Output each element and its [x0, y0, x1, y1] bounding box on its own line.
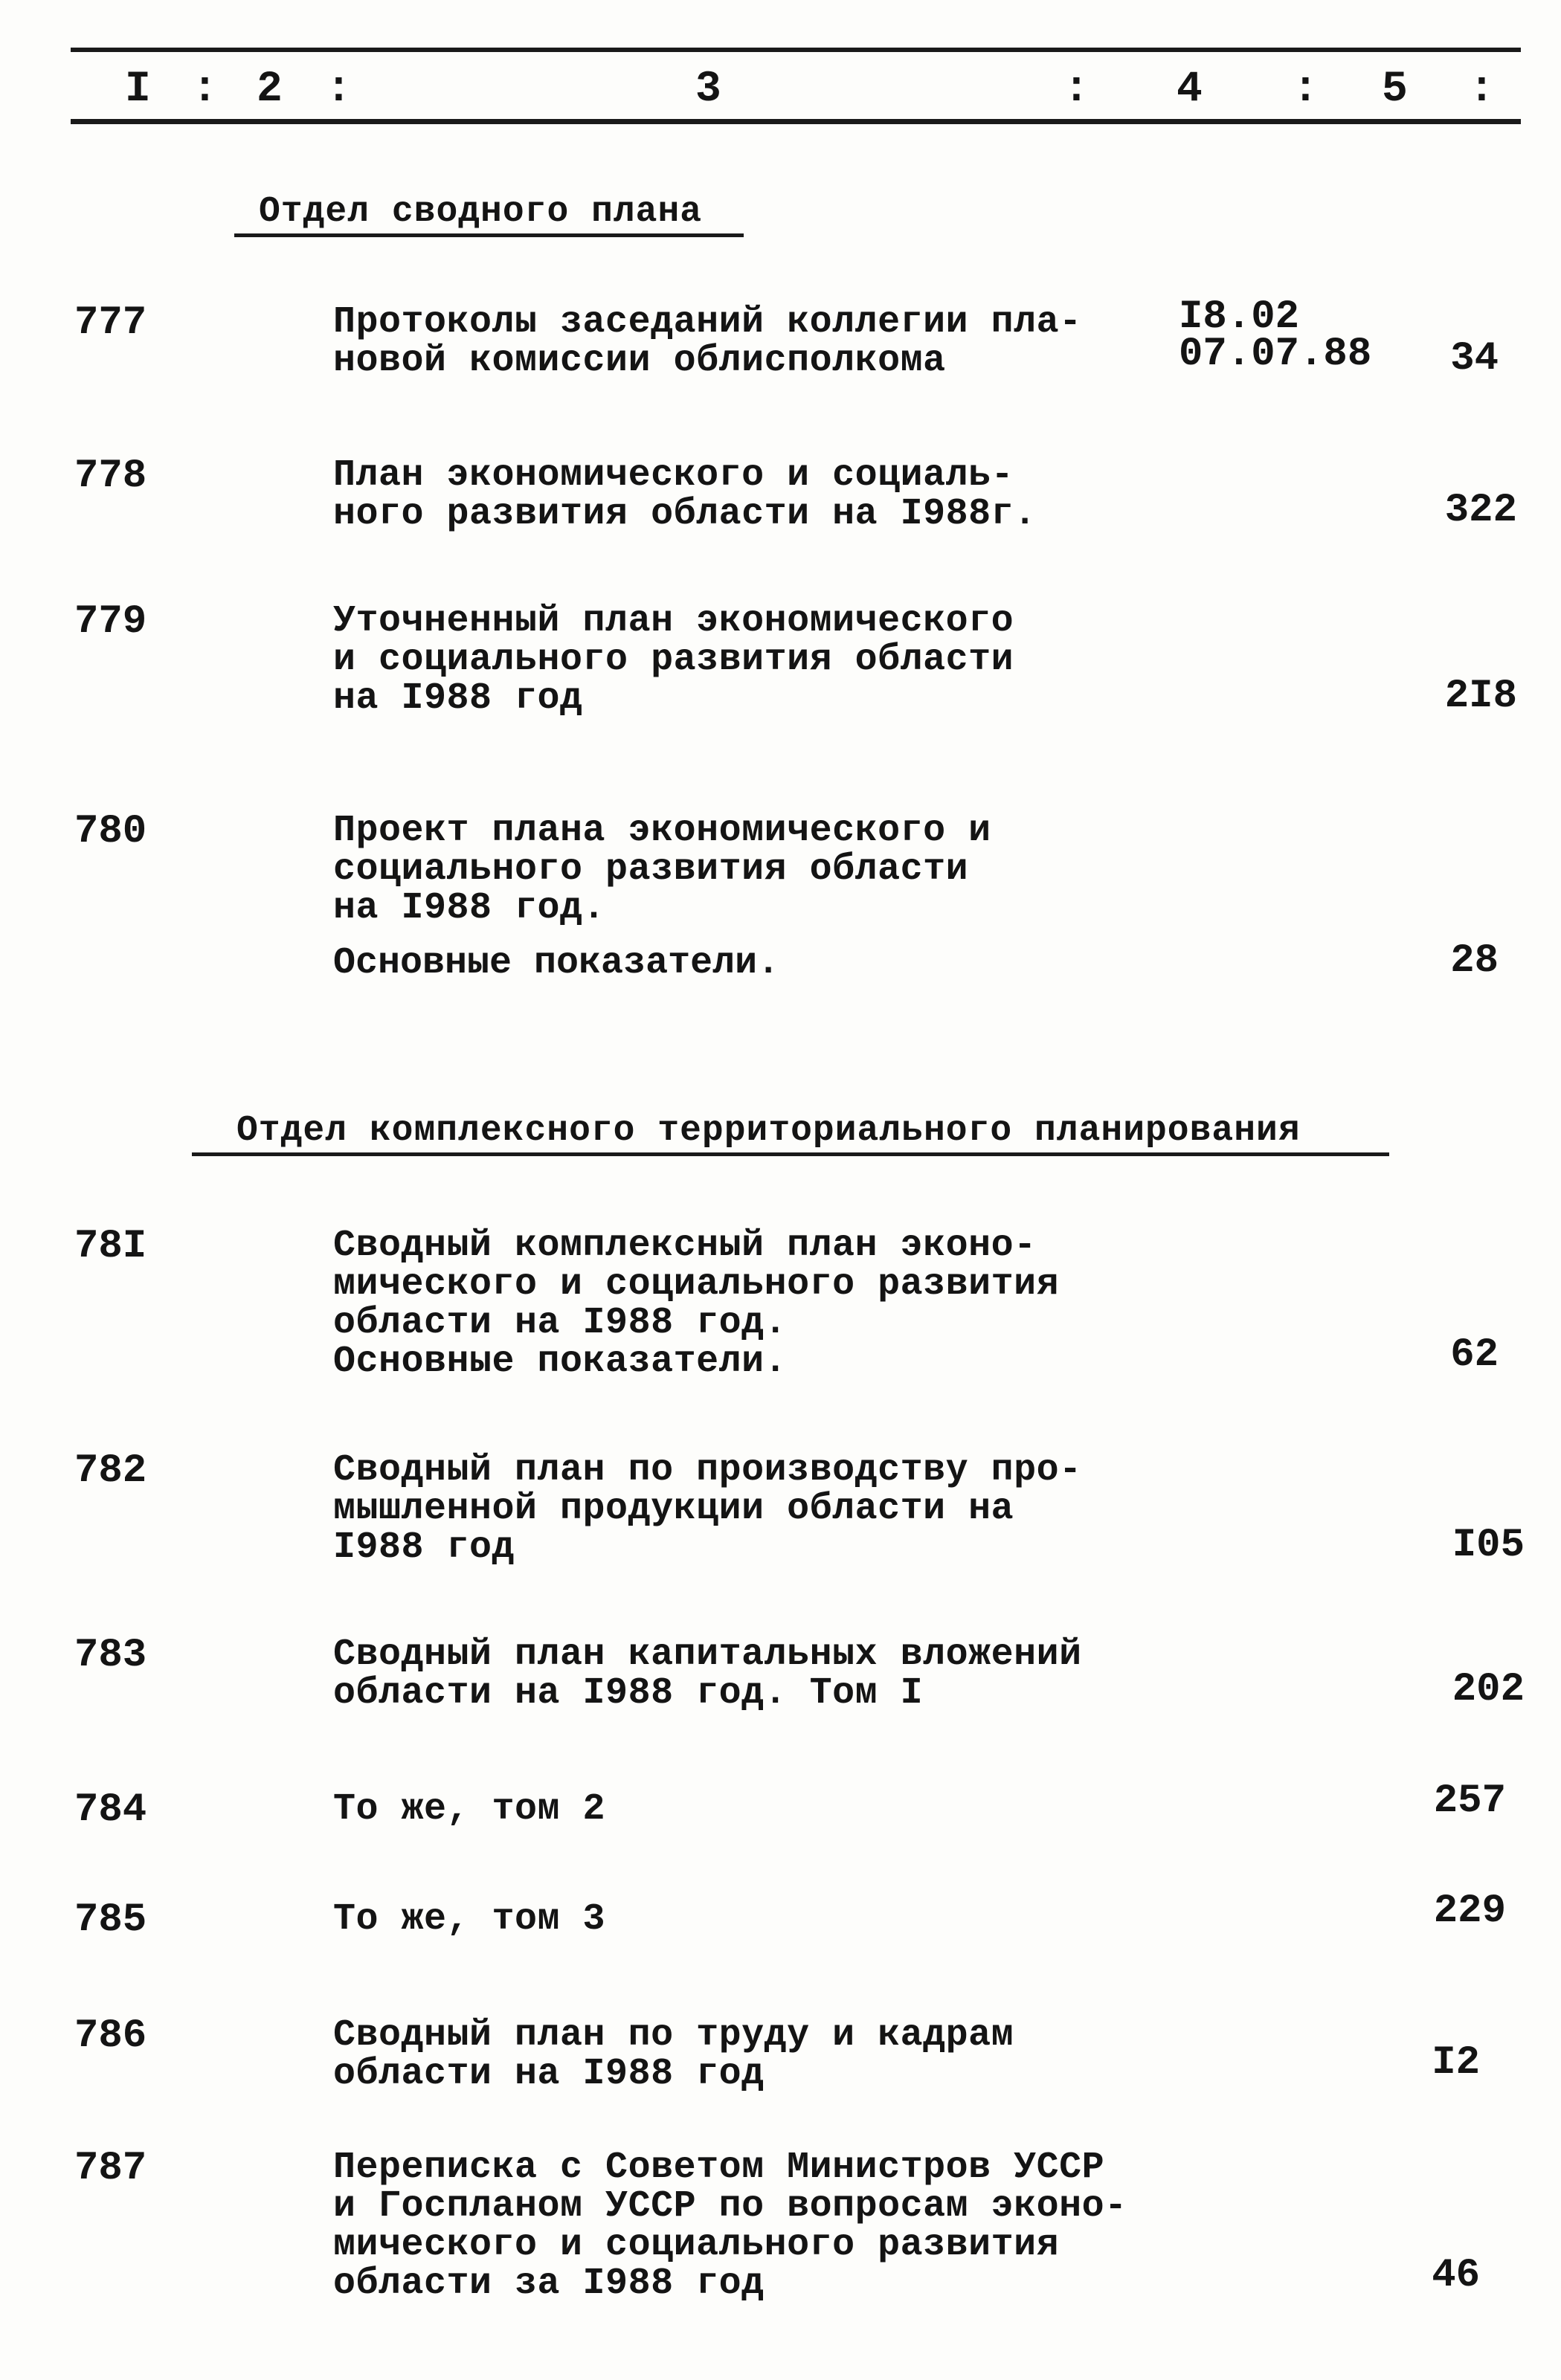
- header-col-4: 4: [1177, 65, 1203, 114]
- top-rule: [71, 48, 1521, 52]
- entry-description: Протоколы заседаний коллегии пла- новой комиссии облисполкома: [333, 301, 1082, 382]
- entry-description: Сводный план капитальных вложений области на I988 год. Том I: [333, 1634, 1082, 1715]
- entry-extra-line: Основные показатели.: [333, 942, 780, 984]
- entry-number: 787: [74, 2146, 147, 2191]
- header-sep-2: :: [326, 65, 352, 114]
- entry-sheet-count: 257: [1433, 1778, 1506, 1824]
- entry-number: 786: [74, 2013, 147, 2059]
- entry-sheet-count: I05: [1452, 1523, 1525, 1568]
- section-title-summary-plan: Отдел сводного плана: [259, 192, 703, 232]
- entry-sheet-count: 202: [1452, 1667, 1525, 1712]
- entry-description: Сводный план по производству про- мышленной продукции области на I988 год: [333, 1449, 1082, 1569]
- entry-number: 783: [74, 1633, 147, 1678]
- entry-number: 777: [74, 300, 147, 346]
- entry-sheet-count: 2I8: [1444, 674, 1517, 719]
- header-col-1: I: [125, 65, 151, 114]
- header-sep-3: :: [1063, 65, 1090, 114]
- entry-sheet-count: 62: [1450, 1332, 1499, 1378]
- entry-number: 78I: [74, 1224, 147, 1269]
- entry-sheet-count: 46: [1432, 2253, 1480, 2298]
- entry-description: То же, том 2: [333, 1788, 606, 1831]
- entry-number: 782: [74, 1448, 147, 1494]
- section-underline-summary-plan: [234, 233, 744, 237]
- header-sep-5: :: [1469, 65, 1495, 114]
- section-title-territorial-planning: Отдел комплексного территориального планирования: [236, 1111, 1301, 1151]
- entry-description: Сводный комплексный план эконо- мического и социального развития области на I988 год. Основные показатели.: [333, 1225, 1060, 1383]
- entry-description: Переписка с Советом Министров УССР и Госпланом УССР по вопросам эконо- мического и социального развития области за I988 год: [333, 2147, 1127, 2305]
- header-col-3: 3: [695, 65, 721, 114]
- entry-number: 778: [74, 454, 147, 499]
- entry-sheet-count: 34: [1450, 336, 1499, 381]
- header-bottom-rule: [71, 119, 1521, 124]
- entry-description: Уточненный план экономического и социального развития области на I988 год: [333, 600, 1014, 720]
- header-col-2: 2: [257, 65, 283, 114]
- entry-number: 780: [74, 809, 147, 854]
- entry-sheet-count: 229: [1433, 1889, 1506, 1934]
- entry-description: Сводный план по труду и кадрам области на I988 год: [333, 2014, 1014, 2095]
- header-sep-4: :: [1293, 65, 1319, 114]
- entry-number: 784: [74, 1787, 147, 1833]
- entry-description: То же, том 3: [333, 1898, 606, 1941]
- entry-sheet-count: 322: [1444, 488, 1517, 533]
- entry-number: 785: [74, 1897, 147, 1943]
- entry-description: План экономического и социаль- ного развития области на I988г.: [333, 454, 1037, 535]
- section-underline-territorial-planning: [192, 1152, 1389, 1156]
- entry-description: Проект плана экономического и социального развития области на I988 год.: [333, 810, 991, 929]
- entry-sheet-count: I2: [1432, 2040, 1480, 2086]
- entry-sheet-count: 28: [1450, 938, 1499, 984]
- entry-number: 779: [74, 599, 147, 645]
- header-sep-1: :: [192, 65, 218, 114]
- entry-dates: I8.02 07.07.88: [1179, 294, 1372, 377]
- header-col-5: 5: [1382, 65, 1408, 114]
